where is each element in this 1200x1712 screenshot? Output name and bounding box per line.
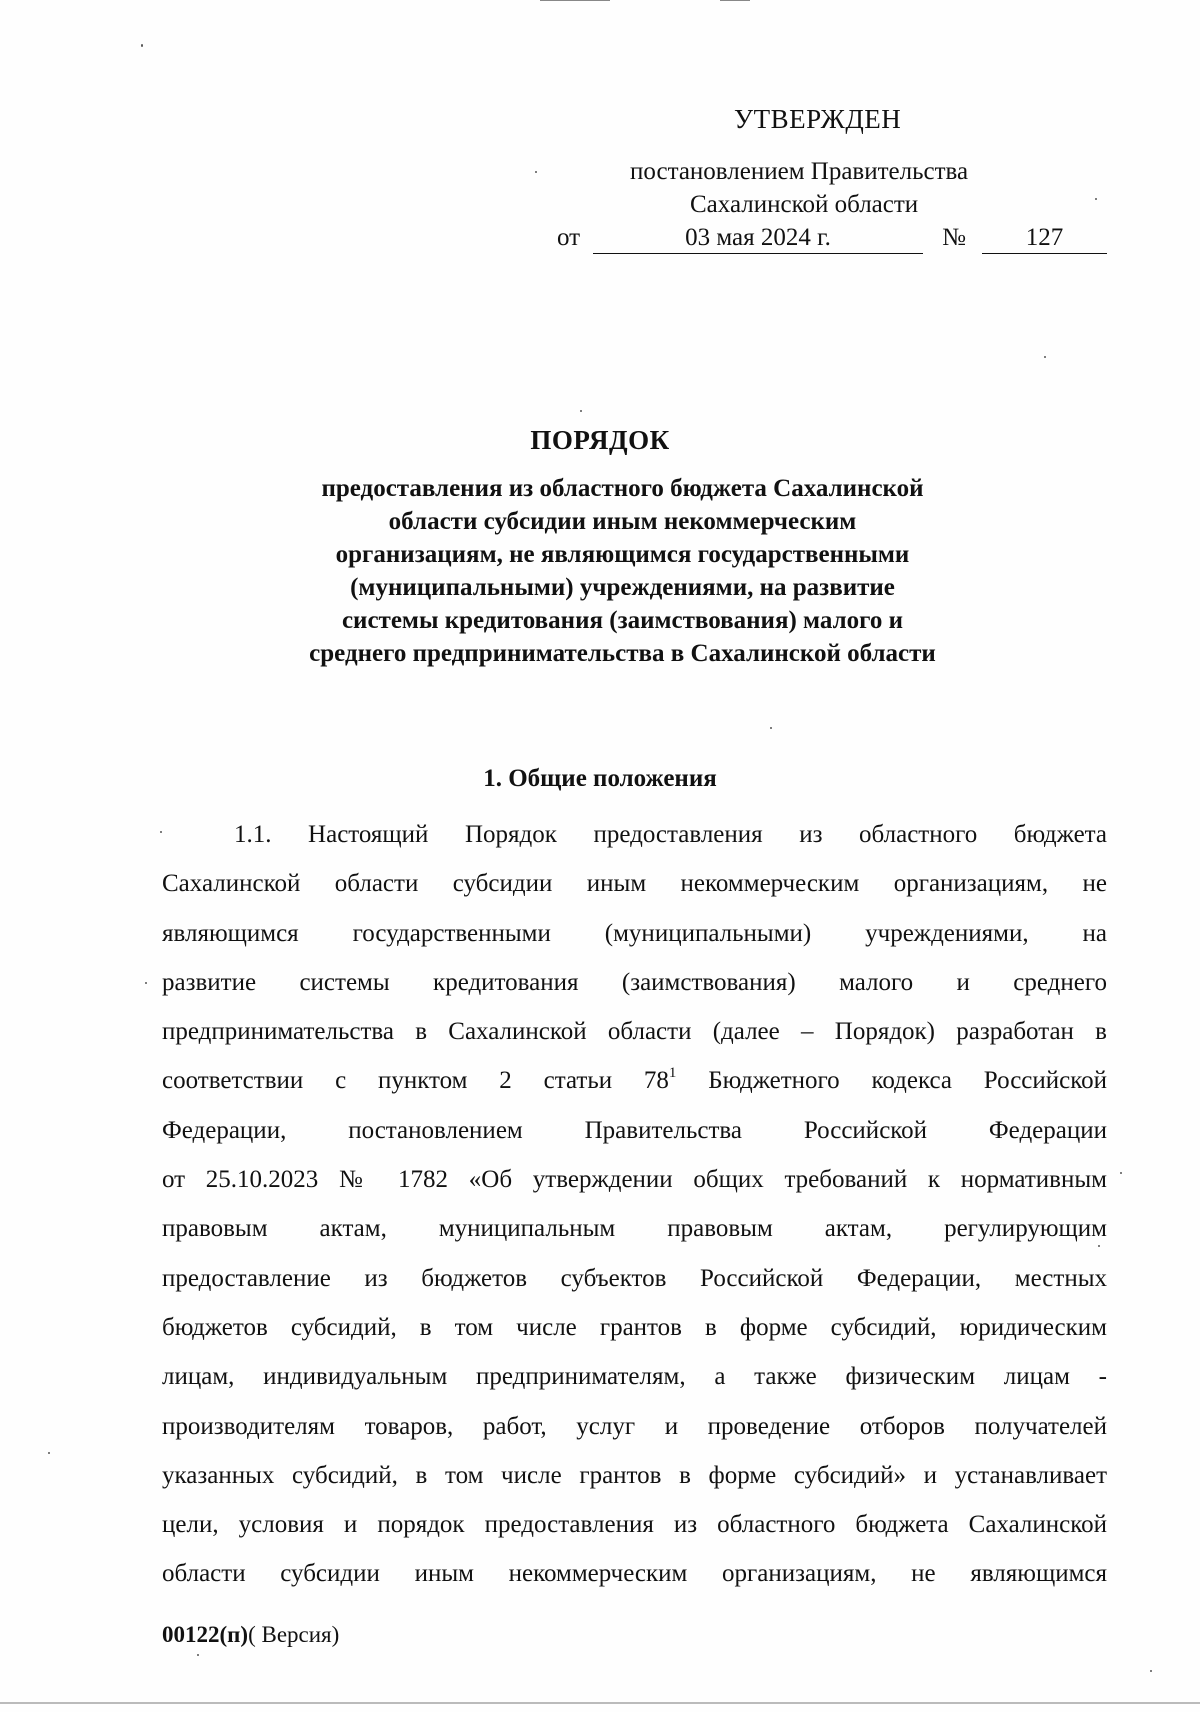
document-version: ( Версия)	[248, 1622, 340, 1647]
body-text	[162, 810, 1107, 1599]
scan-edge-mark	[720, 0, 750, 1]
subtitle-line: среднего предпринимательства в Сахалинской области	[309, 640, 936, 667]
approval-region-line: Сахалинской области	[690, 191, 919, 218]
scan-speck	[141, 44, 143, 47]
scan-speck	[145, 982, 147, 984]
scan-bottom-edge	[0, 1702, 1200, 1704]
subtitle-line: области субсидии иным некоммерческим	[388, 508, 857, 535]
body-line-part: соответствии с пунктом 2 статьи 78	[162, 1067, 669, 1095]
subtitle-line: организациям, не являющимся государственными	[335, 541, 910, 568]
body-line: предпринимательства в Сахалинской области (далее – Порядок) разработан в	[162, 1018, 1107, 1046]
body-line: 1.1. Настоящий Порядок предоставления из областного бюджета	[234, 821, 1107, 848]
body-line: лицам, индивидуальным предпринимателям, а также физическим лицам -	[162, 1363, 1107, 1391]
date-prefix: от	[557, 224, 581, 251]
body-line: области субсидии иным некоммерческим организациям, не являющимся	[162, 1560, 1107, 1588]
body-line: цели, условия и порядок предоставления из областного бюджета Сахалинской	[162, 1511, 1107, 1539]
body-line: являющимся государственными (муниципальными) учреждениями, на	[162, 919, 1107, 947]
approval-issuer-line: постановлением Правительства	[630, 158, 969, 185]
approval-date: 03 мая 2024 г.	[593, 224, 923, 254]
scan-speck	[1120, 1172, 1122, 1174]
approval-number: 127	[982, 224, 1107, 254]
scan-speck	[535, 171, 537, 173]
document-subtitle	[260, 472, 985, 670]
subtitle-line: предоставления из областного бюджета Сахалинской	[321, 475, 924, 502]
scan-speck	[1095, 198, 1097, 200]
scan-speck	[1150, 1670, 1152, 1672]
scan-speck	[1044, 356, 1046, 358]
body-line: развитие системы кредитования (заимствования) малого и среднего	[162, 968, 1107, 996]
body-line: бюджетов субсидий, в том числе грантов в форме субсидий, юридическим	[162, 1313, 1107, 1341]
body-line: производителям товаров, работ, услуг и проведение отборов получателей	[162, 1412, 1107, 1440]
section-heading: 1. Общие положения	[483, 765, 717, 792]
approval-date-row	[557, 224, 1107, 258]
subtitle-line: системы кредитования (заимствования) малого и	[341, 607, 904, 634]
scan-speck	[48, 1452, 50, 1454]
scan-speck	[197, 1654, 199, 1656]
scan-edge-mark	[540, 0, 610, 1]
body-line: предоставление из бюджетов субъектов Российской Федерации, местных	[162, 1264, 1107, 1292]
body-line	[162, 1056, 1107, 1105]
body-line: указанных субсидий, в том числе грантов в форме субсидий» и устанавливает	[162, 1461, 1107, 1489]
scan-speck	[1098, 1245, 1100, 1247]
document-title: ПОРЯДОК	[530, 425, 670, 455]
body-line: Сахалинской области субсидии иным некоммерческим организациям, не	[162, 870, 1107, 898]
body-line: Федерации, постановлением Правительства Российской Федерации	[162, 1116, 1107, 1144]
document-code: 00122(п)	[162, 1622, 249, 1647]
body-line: от 25.10.2023 № 1782 «Об утверждении общих требований к нормативным	[162, 1166, 1107, 1194]
scan-speck	[770, 727, 772, 729]
body-line-part: Бюджетного кодекса Российской	[708, 1067, 1107, 1095]
subtitle-line: (муниципальными) учреждениями, на развитие	[350, 574, 895, 601]
scan-speck	[160, 831, 162, 833]
body-line: правовым актам, муниципальным правовым актам, регулирующим	[162, 1215, 1107, 1243]
number-sign: №	[942, 224, 966, 251]
approval-heading: УТВЕРЖДЕН	[734, 104, 902, 134]
article-superscript: 1	[668, 1065, 677, 1082]
scan-speck	[580, 410, 582, 412]
document-footer	[162, 1622, 339, 1648]
